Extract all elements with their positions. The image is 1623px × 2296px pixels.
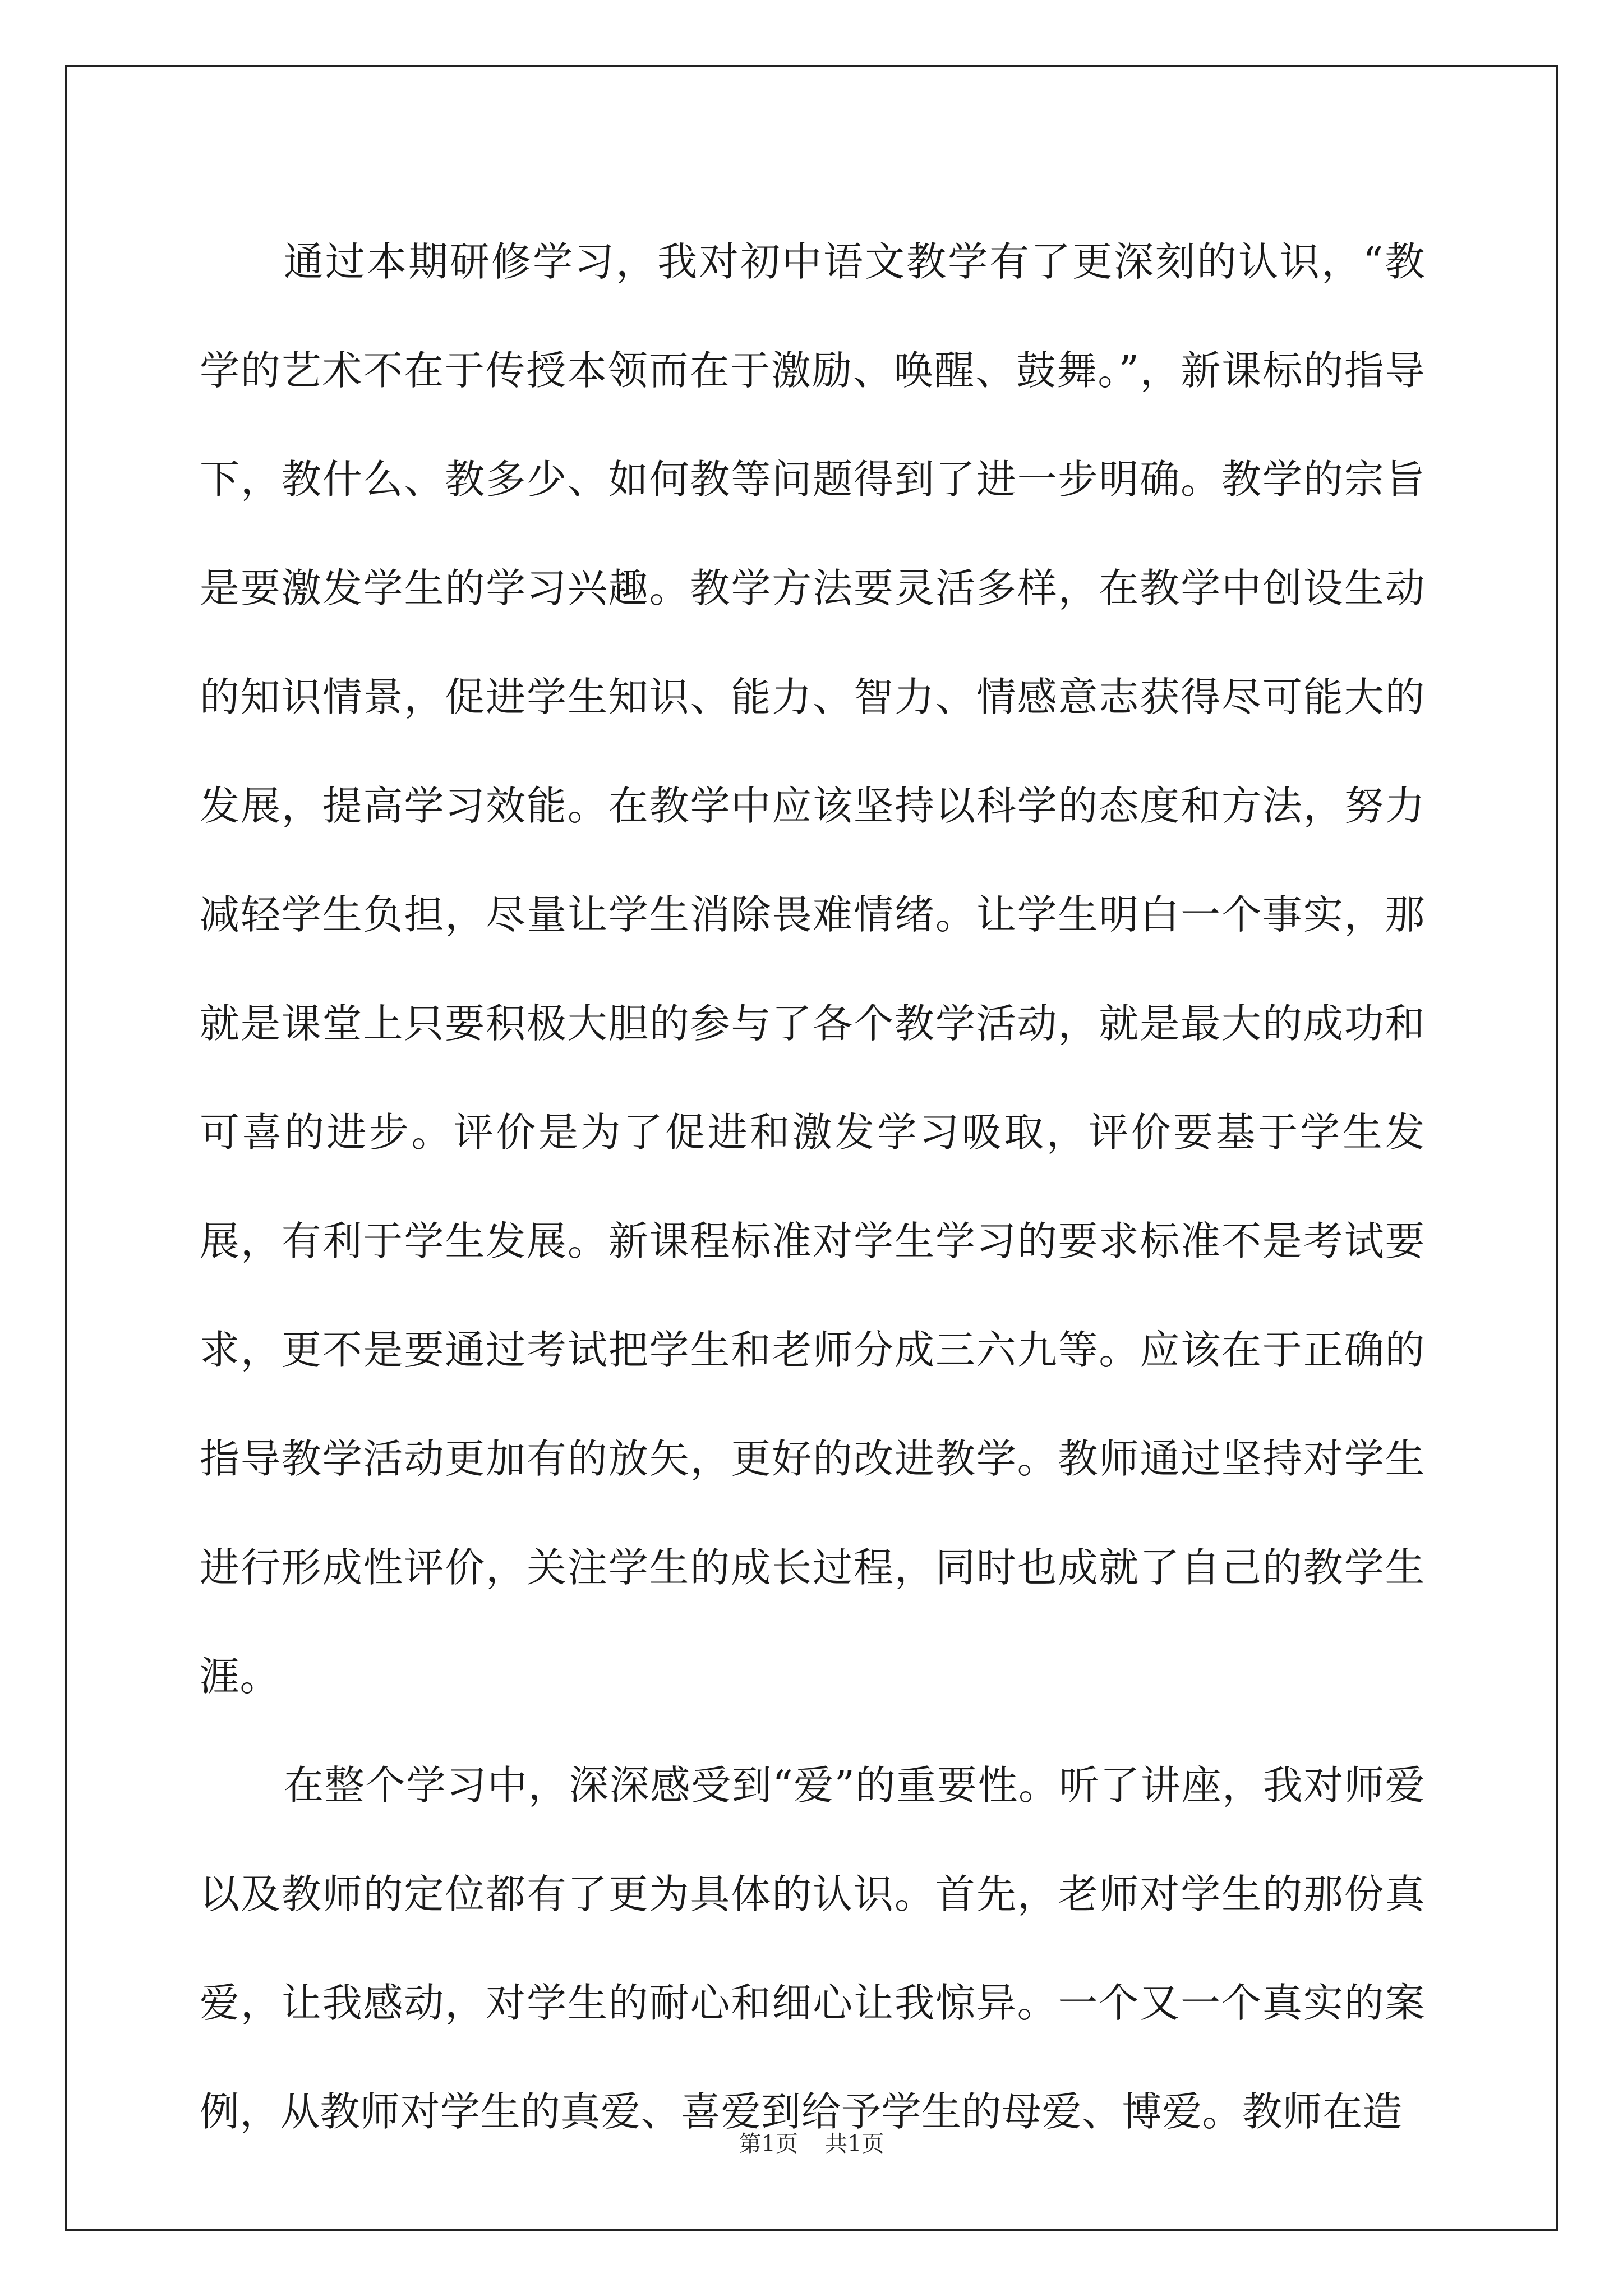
- page-total: 共1页: [825, 2131, 884, 2157]
- paragraph: 在整个学习中，深深感受到“爱”的重要性。听了讲座，我对师爱以及教师的定位都有了更为具体的认识。首先，老师对学生的那份真爱，让我感动，对学生的耐心和细心让我惊异。一个又一个真实的案例，从教师对学生的真爱、喜爱到给予学生的母爱、博爱。教师在造: [200, 1762, 1425, 2135]
- page-number: 第1页: [739, 2131, 798, 2157]
- document-body: [200, 208, 1425, 2166]
- page-footer: [0, 2126, 1623, 2158]
- paragraph: 通过本期研修学习，我对初中语文教学有了更深刻的认识，“教学的艺术不在于传授本领而在于激励、唤醒、鼓舞。”，新课标的指导下，教什么、教多少、如何教等问题得到了进一步明确。教学的宗旨是要激发学生的学习兴趣。教学方法要灵活多样，在教学中创设生动的知识情景，促进学生知识、能力、智力、情感意志获得尽可能大的发展，提高学习效能。在教学中应该坚持以科学的态度和方法，努力减轻学生负担，尽量让学生消除畏难情绪。让学生明白一个事实，那就是课堂上只要积极大胆的参与了各个教学活动，就是最大的成功和可喜的进步。评价是为了促进和激发学习吸取，评价要基于学生发展，有利于学生发展。新课程标准对学生学习的要求标准不是考试要求，更不是要通过考试把学生和老师分成三六九等。应该在于正确的指导教学活动更加有的放矢，更好的改进教学。教师通过坚持对学生进行形成性评价，关注学生的成长过程，同时也成就了自己的教学生涯。: [200, 238, 1425, 1700]
